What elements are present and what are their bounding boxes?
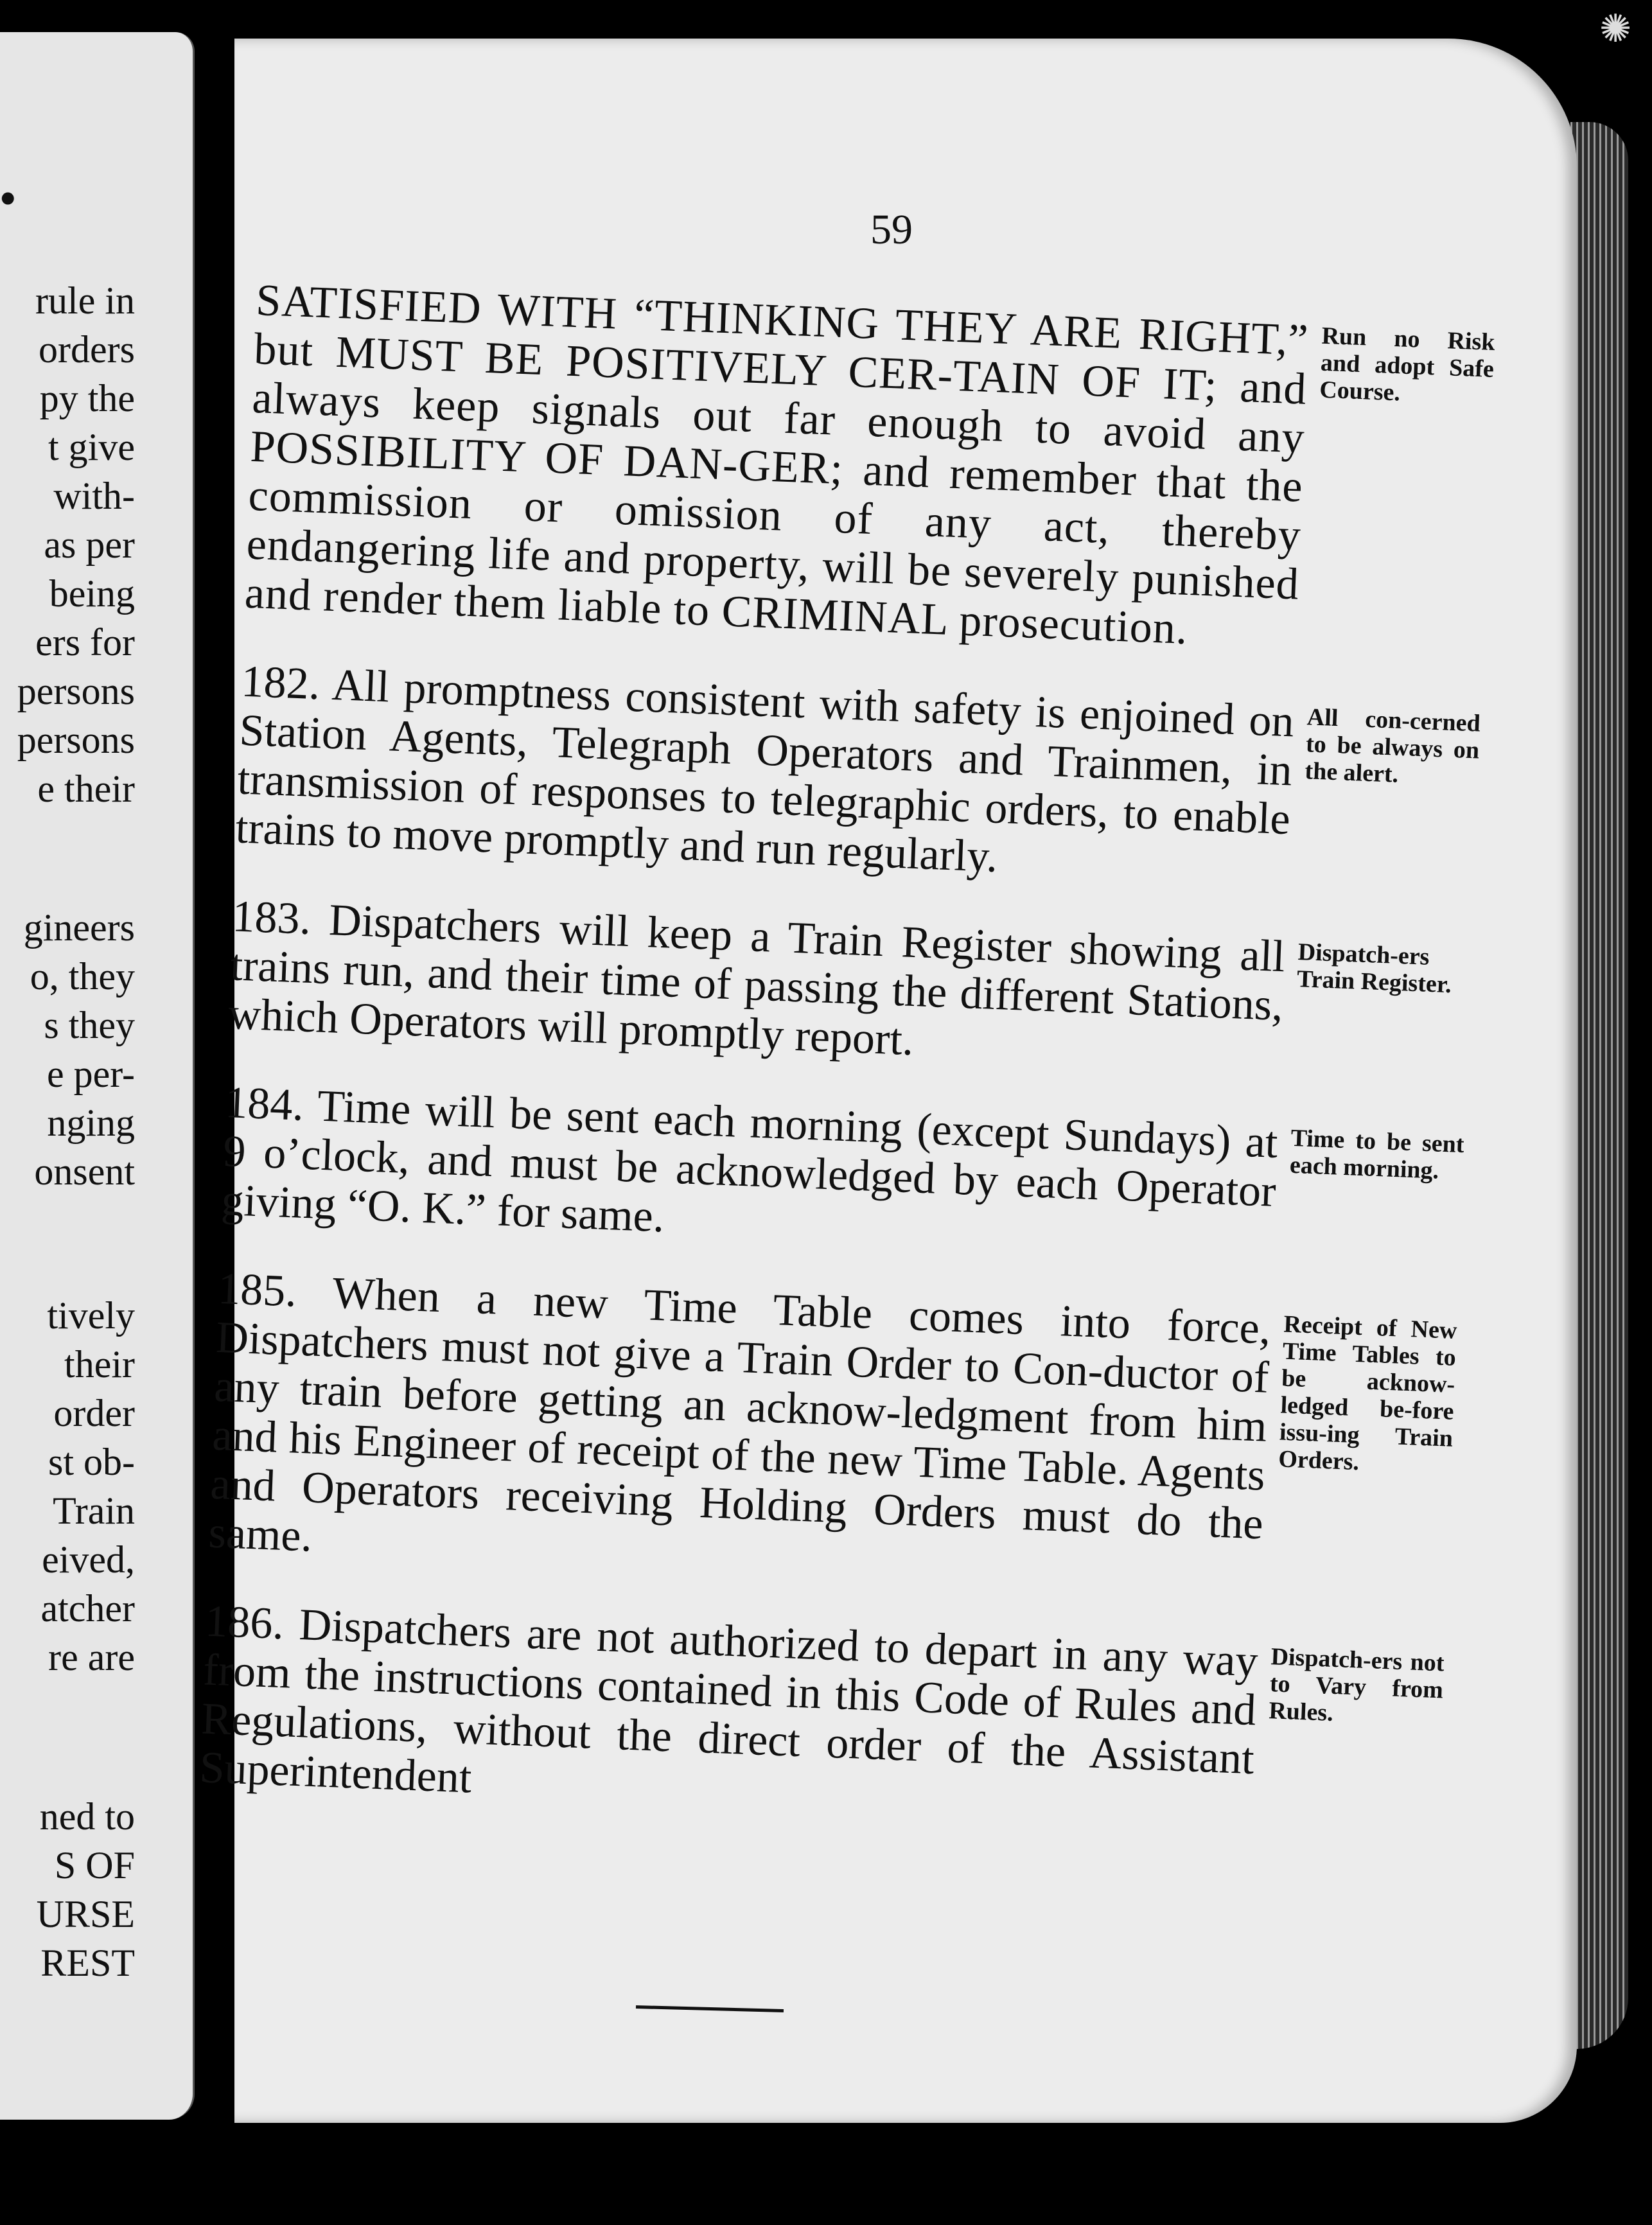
left-page-line: ned to xyxy=(39,1795,135,1838)
paragraph-text: 186. Dispatchers are not authorized to depart in any way from the instructions contained in this Code of Rules and Regulations, without the direct order of the Assistant Superintendent xyxy=(198,1596,1259,1803)
left-page-line: as per xyxy=(44,523,135,566)
left-page-line: re are xyxy=(48,1636,135,1678)
left-page-line: persons xyxy=(17,719,135,761)
left-page-line: tively xyxy=(47,1294,135,1337)
left-page-line: S OF xyxy=(54,1844,135,1886)
film-scratch: ✺ xyxy=(1599,8,1632,50)
left-facing-page xyxy=(0,32,195,2120)
page-number: 59 xyxy=(870,206,913,253)
left-page-line: rule in xyxy=(35,279,135,322)
left-page-line: gineers xyxy=(23,906,135,949)
margin-note: Time to be sent each morning. xyxy=(1289,1124,1465,1184)
left-page-mark: • xyxy=(0,174,16,224)
page-body xyxy=(197,276,1496,1872)
left-page-line: st ob- xyxy=(48,1441,135,1483)
margin-note: Dispatch-ers not to Vary from Rules. xyxy=(1268,1643,1445,1727)
paragraph-positive-certainty xyxy=(243,276,1496,658)
paragraph-rule-182 xyxy=(234,656,1481,893)
left-page-line: eived, xyxy=(42,1538,135,1581)
left-page-line: REST xyxy=(40,1942,135,1984)
paragraph-rule-185 xyxy=(207,1263,1458,1598)
left-page-line: with- xyxy=(53,475,135,517)
paragraph-text: SATISFIED WITH “THINKING THEY ARE RIGHT,” but MUST BE POSITIVELY CER-TAIN OF IT; and always keep signals out far enough to avoid any POSSIBILITY OF DAN-GER; and remember that the commission or omission of any act, thereby endangering life and property, will be severely punished and render them liable to CRIMINAL prosecution. xyxy=(243,276,1310,655)
page-edges xyxy=(1570,122,1628,2049)
left-page-line: s they xyxy=(44,1004,135,1046)
margin-note: Receipt of New Time Tables to be acknow-ledged be-fore issu-ing Train Orders. xyxy=(1278,1310,1458,1476)
left-page-line: e per- xyxy=(46,1053,135,1095)
paragraph-text: 182. All promptness consistent with safety is enjoined on Station Agents, Telegraph Operators and Trainmen, in transmission of responses to telegraphic orders, to enable trains to move promptly and run regularly. xyxy=(234,656,1296,882)
left-page-line: ers for xyxy=(35,621,135,664)
paragraph-rule-184 xyxy=(220,1078,1465,1265)
left-page-line: being xyxy=(49,572,135,615)
paragraph-text: 185. When a new Time Table comes into force, Dispatchers must not give a Train Order to Con-ductor of any train before getting an acknow-ledgment from him and his Engineer of receipt of the new Time Table. Agents and Operators receiving Holding Orders must do the same. xyxy=(207,1263,1272,1561)
margin-note: Run no Risk and adopt Safe Course. xyxy=(1319,322,1496,407)
left-page-line: URSE xyxy=(36,1893,135,1935)
paragraph-text: 184. Time will be sent each morning (except Sundays) at 9 o’clock, and must be acknowledged by each Operator giving “O. K.” for same. xyxy=(220,1078,1279,1242)
margin-note: Dispatch-ers Train Register. xyxy=(1296,938,1452,999)
left-page-line: e their xyxy=(37,768,135,810)
paragraph-rule-183 xyxy=(227,892,1452,1079)
left-page-line: orders xyxy=(39,328,135,371)
margin-note: All con-cerned to be always on the alert. xyxy=(1304,703,1481,788)
left-page-line: t give xyxy=(48,426,135,468)
left-page-line: py the xyxy=(39,377,135,419)
left-page-line: their xyxy=(64,1343,135,1385)
left-page-line: o, they xyxy=(30,955,135,998)
left-page-line: nging xyxy=(47,1102,135,1144)
left-page-line: onsent xyxy=(34,1150,135,1193)
left-page-line: persons xyxy=(17,670,135,712)
paragraph-text: 183. Dispatchers will keep a Train Register showing all trains run, and their time of passing the different Stations, which Operators will promptly report. xyxy=(227,892,1286,1066)
left-page-line: Train xyxy=(53,1490,135,1532)
left-page-line: atcher xyxy=(40,1587,135,1630)
left-page-line: order xyxy=(53,1392,135,1434)
paragraph-rule-186 xyxy=(198,1596,1445,1833)
